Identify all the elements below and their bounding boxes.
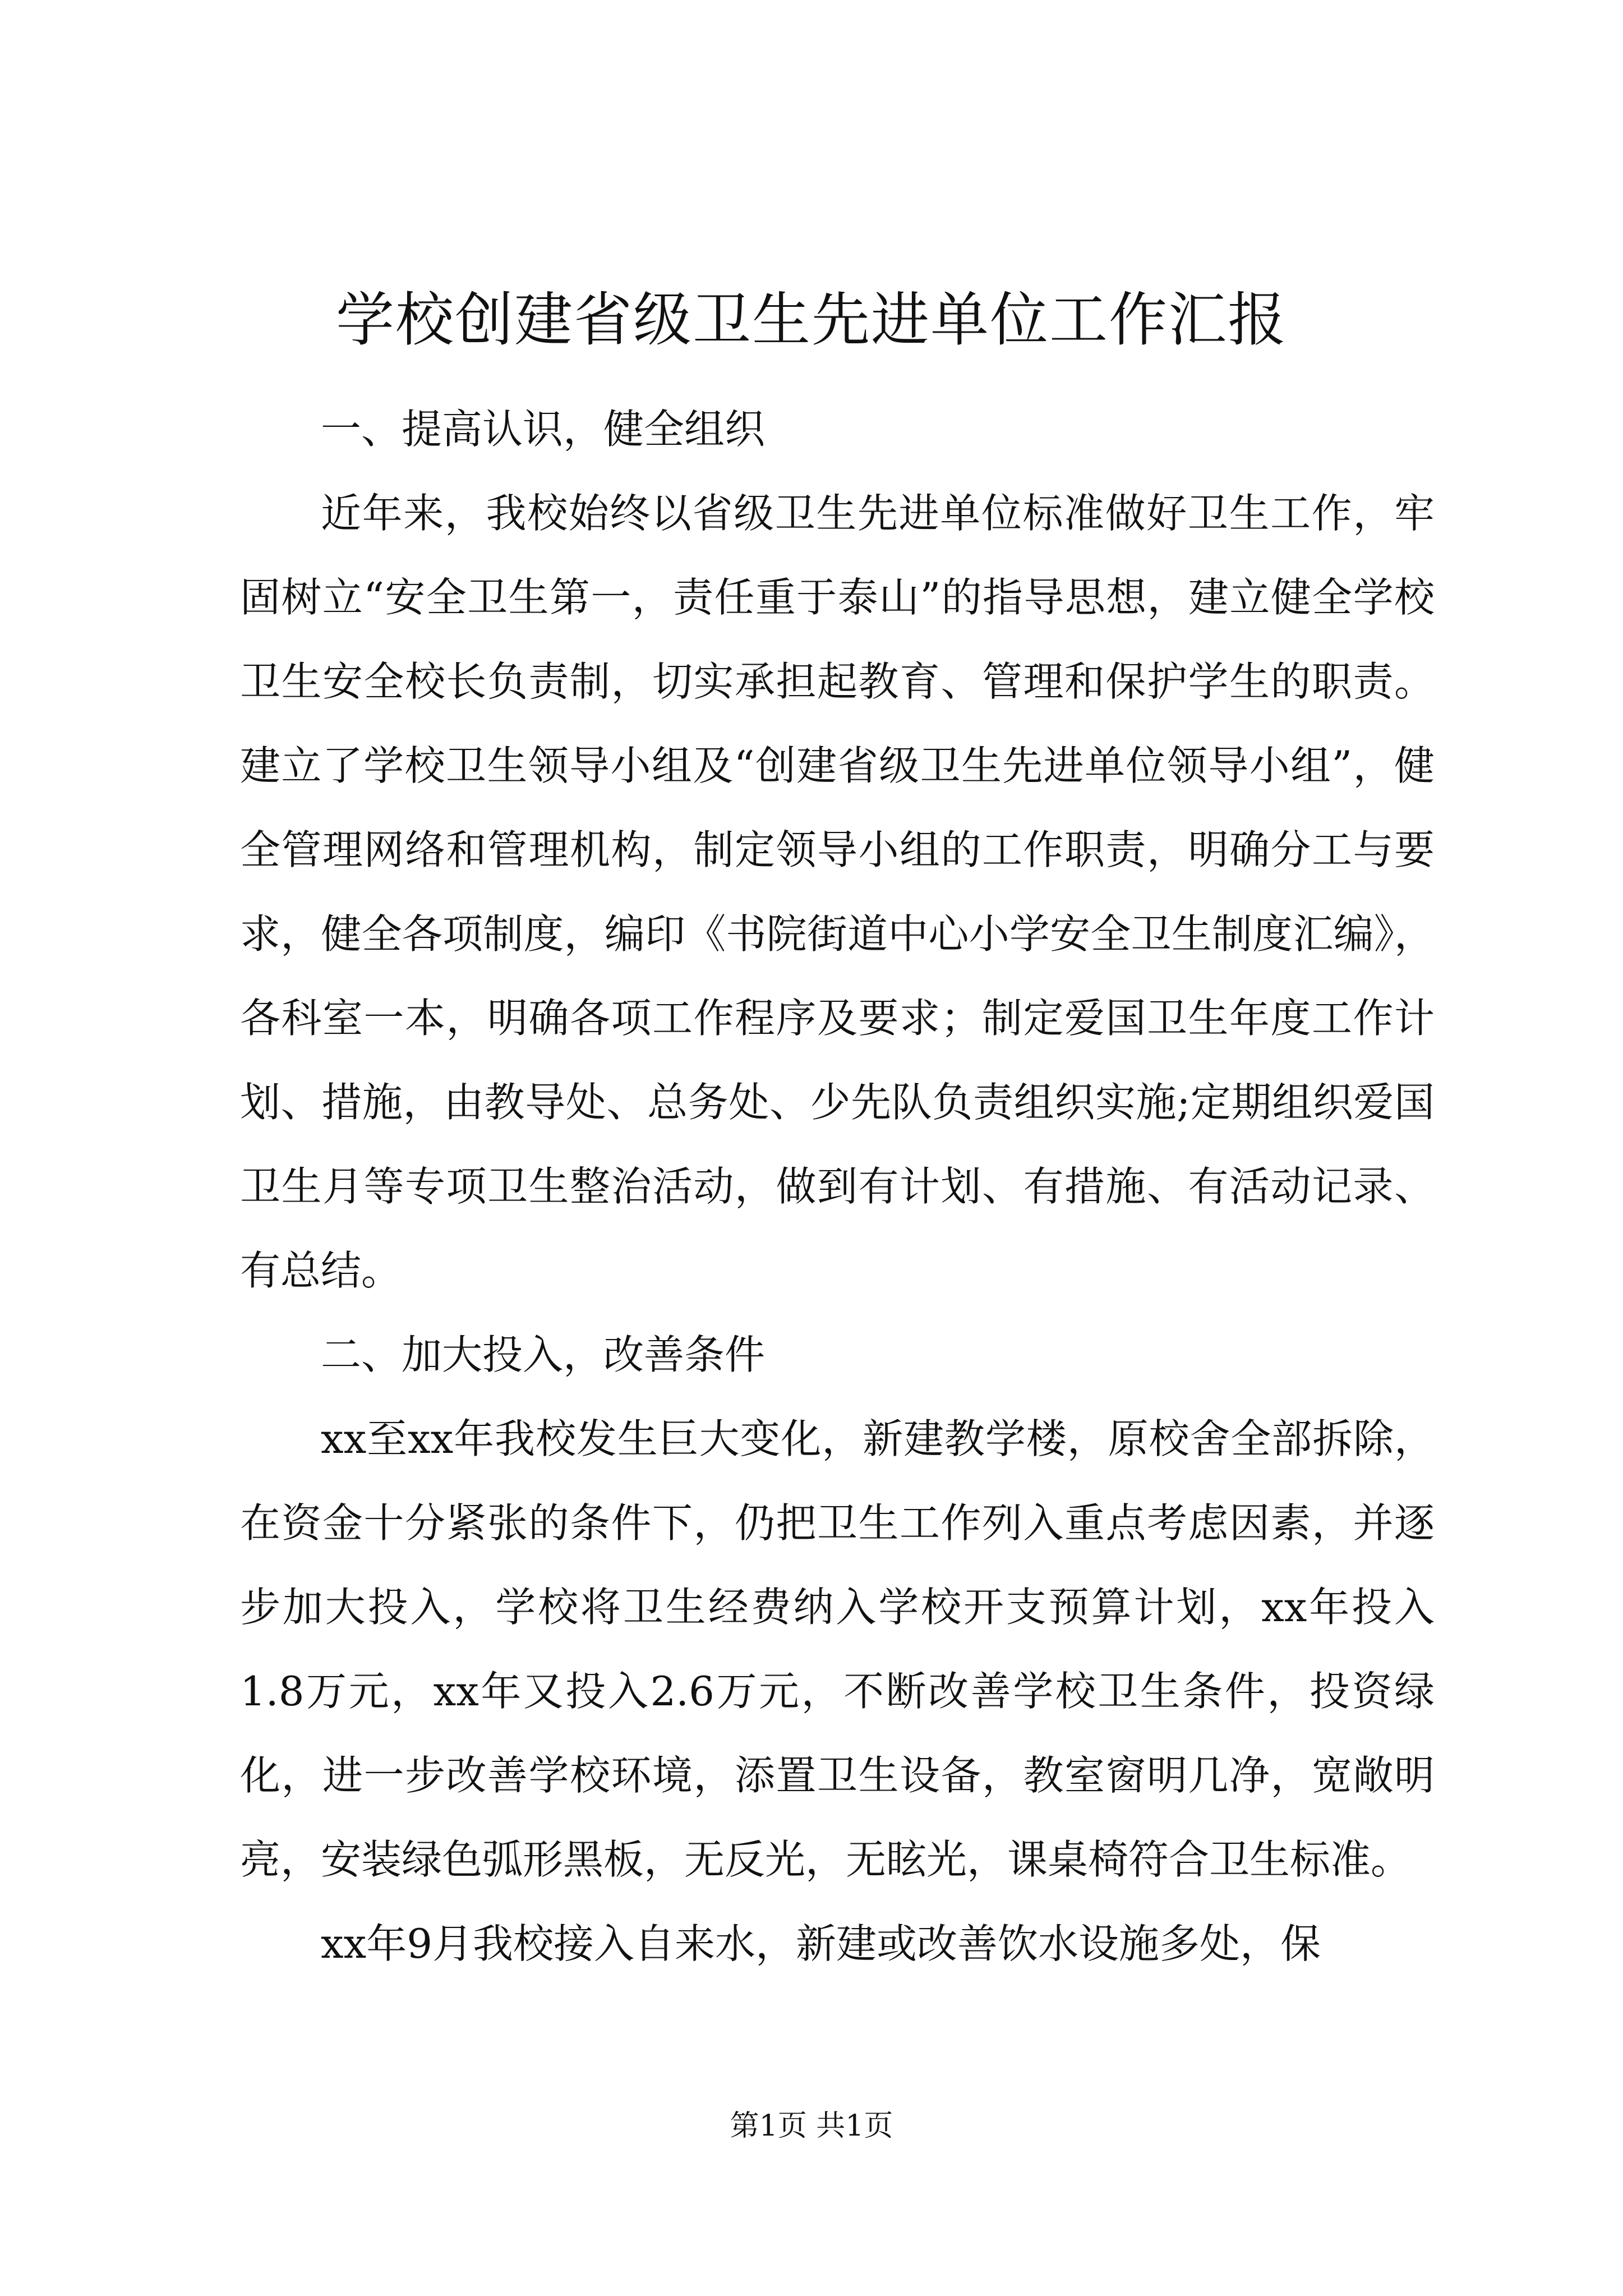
document-body [240,387,1435,1986]
section-heading-2: 二、加大投入，改善条件 [321,1331,766,1378]
document-title: 学校创建省级卫生先进单位工作汇报 [335,286,1287,354]
section-1-paragraph-1: 近年来，我校始终以省级卫生先进单位标准做好卫生工作，牢固树立“安全卫生第一，责任重于泰山”的指导思想，建立健全学校卫生安全校长负责制，切实承担起教育、管理和保护学生的职责。建立了学校卫生领导小组及“创建省级卫生先进单位领导小组”，健全管理网络和管理机构，制定领导小组的工作职责，明确分工与要求，健全各项制度，编印《书院街道中心小学安全卫生制度汇编》，各科室一本，明确各项工作程序及要求；制定爱国卫生年度工作计划、措施，由教导处、总务处、少先队负责组织实施;定期组织爱国卫生月等专项卫生整治活动，做到有计划、有措施、有活动记录、有总结。 [240,490,1435,1294]
section-2-paragraph-1: xx至xx年我校发生巨大变化，新建教学楼，原校舍全部拆除，在资金十分紧张的条件下，仍把卫生工作列入重点考虑因素，并逐步加大投入，学校将卫生经费纳入学校开支预算计划，xx年投入1.8万元，xx年又投入2.6万元，不断改善学校卫生条件，投资绿化，进一步改善学校环境，添置卫生设备，教室窗明几净，宽敞明亮，安装绿色弧形黑板，无反光，无眩光，课桌椅符合卫生标准。 [240,1415,1435,1883]
section-2-paragraph-2: xx年9月我校接入自来水，新建或改善饮水设施多处，保 [321,1920,1321,1967]
section-heading-1: 一、提高认识，健全组织 [321,406,766,453]
page-number-footer: 第1页 共1页 [730,2109,893,2143]
